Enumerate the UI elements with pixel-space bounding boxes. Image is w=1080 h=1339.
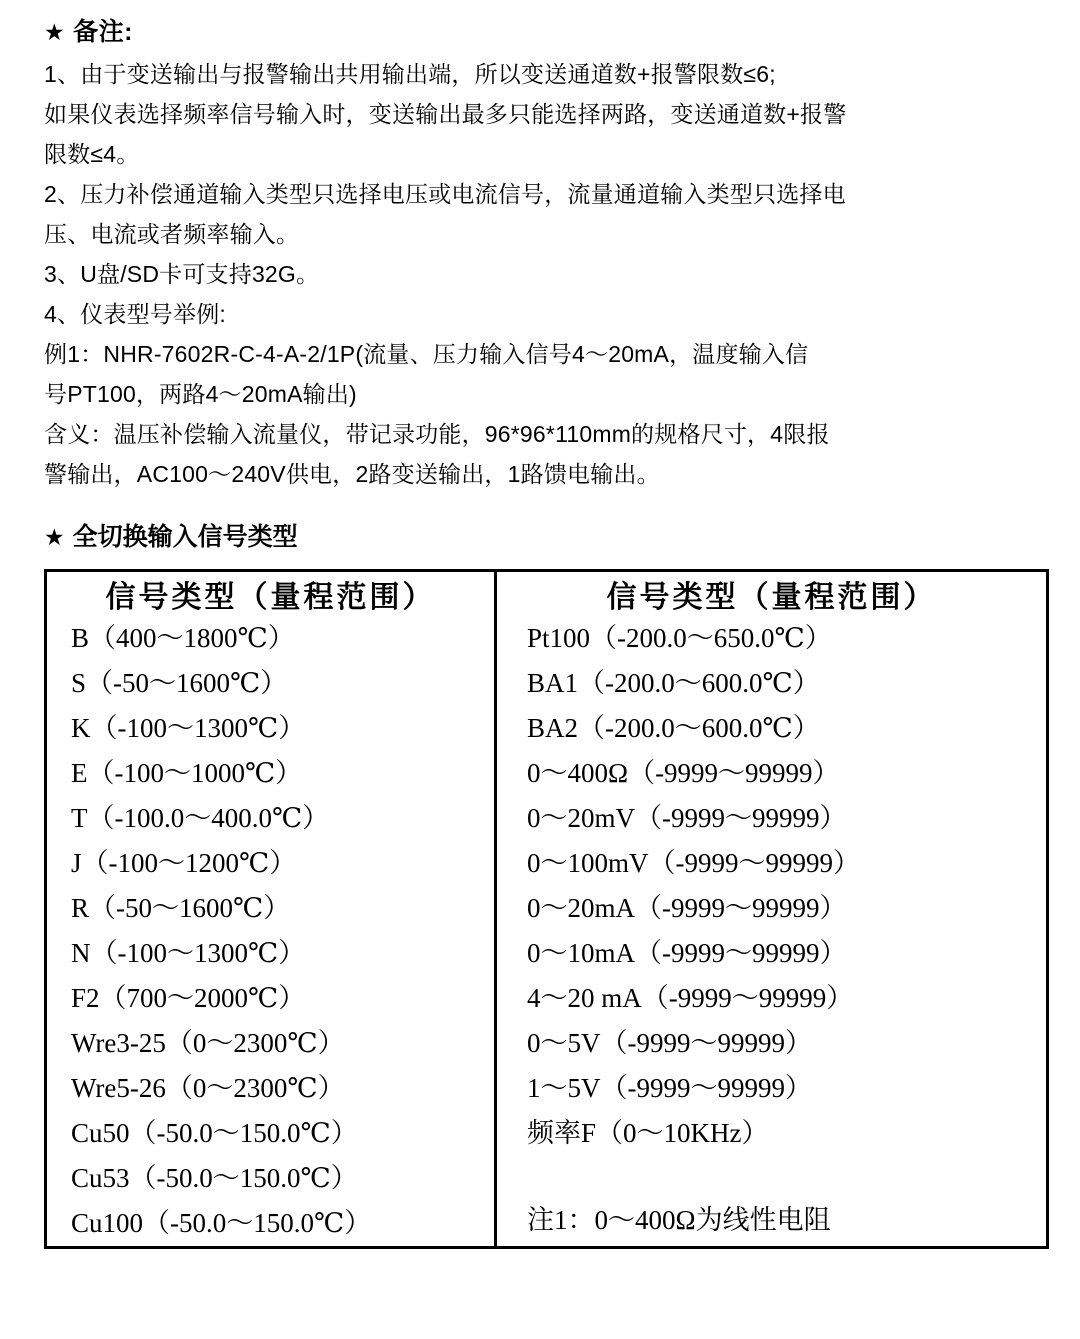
list-item: Wre5-26（0～2300℃） bbox=[71, 1072, 345, 1103]
note-line: 限数≤4。 bbox=[44, 140, 140, 167]
list-item: Pt100（-200.0～650.0℃） bbox=[527, 622, 832, 653]
list-item: 0～20mA（-9999～99999） bbox=[527, 892, 847, 923]
section-gap bbox=[44, 494, 1046, 520]
list-item: 0～400Ω（-9999～99999） bbox=[527, 757, 840, 788]
note-line: 警输出，AC100～240V供电，2路变送输出，1路馈电输出。 bbox=[44, 460, 660, 487]
list-item: F2（700～2000℃） bbox=[71, 982, 306, 1013]
list-item: T（-100.0～400.0℃） bbox=[71, 802, 330, 833]
list-item: 0～20mV（-9999～99999） bbox=[527, 802, 847, 833]
note-line: 如果仪表选择频率信号输入时，变送输出最多只能选择两路，变送通道数+报警 bbox=[44, 100, 847, 127]
list-item: BA2（-200.0～600.0℃） bbox=[527, 712, 820, 743]
signal-section-heading bbox=[44, 520, 1046, 555]
list-item: 1～5V（-9999～99999） bbox=[527, 1072, 812, 1103]
list-item: 0～100mV（-9999～99999） bbox=[527, 847, 860, 878]
note-line: 1、由于变送输出与报警输出共用输出端，所以变送通道数+报警限数≤6; bbox=[44, 60, 776, 87]
note-line: 号PT100，两路4～20mA输出) bbox=[44, 380, 357, 407]
notes-body bbox=[44, 54, 1046, 494]
list-item: Cu100（-50.0～150.0℃） bbox=[71, 1207, 372, 1238]
note-line: 压、电流或者频率输入。 bbox=[44, 220, 300, 247]
list-item: B（400～1800℃） bbox=[71, 622, 295, 653]
list-item: R（-50～1600℃） bbox=[71, 892, 291, 923]
list-item: S（-50～1600℃） bbox=[71, 667, 288, 698]
list-item: J（-100～1200℃） bbox=[71, 847, 297, 878]
signal-section-heading-text: 全切换输入信号类型 bbox=[72, 522, 298, 551]
note-line: 3、U盘/SD卡可支持32G。 bbox=[44, 260, 320, 287]
list-item: N（-100～1300℃） bbox=[71, 937, 306, 968]
list-item: Cu53（-50.0～150.0℃） bbox=[71, 1162, 358, 1193]
right-signal-list bbox=[496, 616, 1048, 1248]
note-line: 2、压力补偿通道输入类型只选择电压或电流信号，流量通道输入类型只选择电 bbox=[44, 180, 846, 207]
list-item: K（-100～1300℃） bbox=[71, 712, 306, 743]
notes-heading-text: 备注: bbox=[73, 18, 133, 46]
list-item: E（-100～1000℃） bbox=[71, 757, 303, 788]
list-item: 频率F（0～10KHz） bbox=[527, 1117, 769, 1148]
list-item: 0～10mA（-9999～99999） bbox=[527, 937, 847, 968]
star-bullet-icon: ★ bbox=[44, 19, 66, 45]
table-header-cell-left: 信号类型（量程范围） bbox=[46, 570, 496, 616]
left-signal-list bbox=[46, 616, 496, 1248]
table-header-cell-right: 信号类型（量程范围） bbox=[606, 580, 937, 614]
list-item: Cu50（-50.0～150.0℃） bbox=[71, 1117, 358, 1148]
list-item: BA1（-200.0～600.0℃） bbox=[527, 667, 820, 698]
signal-type-table bbox=[44, 569, 1049, 1249]
table-header-row bbox=[46, 570, 1048, 616]
table-row bbox=[46, 616, 1048, 1248]
table-footnote: 注1：0～400Ω为线性电阻 bbox=[527, 1204, 831, 1235]
note-line: 4、仪表型号举例: bbox=[44, 300, 226, 327]
list-item: 4～20 mA（-9999～99999） bbox=[527, 982, 854, 1013]
note-line: 含义：温压补偿输入流量仪，带记录功能，96*96*110mm的规格尺寸，4限报 bbox=[44, 420, 830, 447]
notes-heading bbox=[44, 14, 1046, 52]
note-line: 例1：NHR-7602R-C-4-A-2/1P(流量、压力输入信号4～20mA，温度输入信 bbox=[44, 340, 809, 367]
list-item: Wre3-25（0～2300℃） bbox=[71, 1027, 345, 1058]
list-item: 0～5V（-9999～99999） bbox=[527, 1027, 812, 1058]
star-bullet-icon: ★ bbox=[44, 523, 65, 550]
